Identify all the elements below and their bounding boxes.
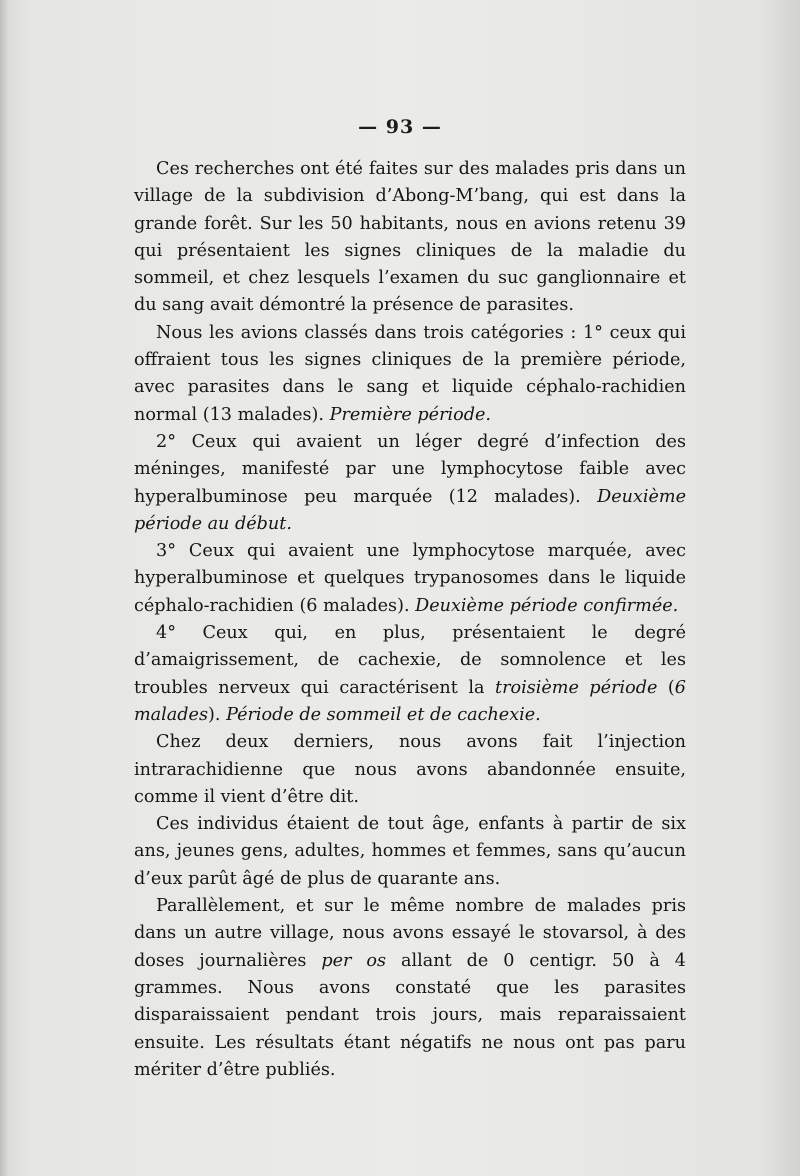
paragraph — [134, 156, 686, 320]
text-segment: Parallèlement, et sur le même nombre de malades pris dans un autre village, nous avons essayé le stovarsol, à des doses journalières — [134, 896, 686, 971]
paragraph — [134, 729, 686, 811]
italic-segment: Deuxième période confirmée. — [415, 595, 679, 616]
text-segment: 3° Ceux qui avaient une lymphocytose marquée, avec hyperalbuminose et quelques trypanosomes dans le liquide céphalo-rachidien (6 malades). — [134, 541, 686, 616]
italic-segment: Deuxième période au début. — [134, 486, 686, 534]
italic-segment: troisième période — [495, 677, 658, 698]
paragraph — [134, 538, 686, 620]
italic-segment: per os — [321, 950, 387, 971]
paragraph — [134, 893, 686, 1084]
paragraph — [134, 811, 686, 893]
text-segment: Ces recherches ont été faites sur des malades pris dans un village de la subdivision d’Abong-M’bang, qui est dans la grande forêt. Sur les 50 habitants, nous en avions retenu 39 qui présentaient les signes cliniques de la maladie du sommeil, et chez lesquels l’examen du suc ganglionnaire et du sang avait démontré la présence de parasites. — [134, 159, 686, 316]
text-segment: ( — [657, 677, 675, 698]
paragraph — [134, 320, 686, 429]
text-segment: 2° Ceux qui avaient un léger degré d’infection des méninges, manifesté par une lymphocytose faible avec hyperalbuminose peu marquée (12 malades). — [134, 431, 686, 507]
italic-segment: Période de sommeil et de cachexie. — [226, 704, 541, 725]
paragraph — [134, 620, 686, 729]
text-segment: Nous les avions classés dans trois catégories : 1° ceux qui offraient tous les signes cliniques de la première période, avec parasites dans le sang et liquide céphalo-rachidien normal (13 malades). — [134, 322, 686, 425]
text-segment: Ces individus étaient de tout âge, enfants à partir de six ans, jeunes gens, adultes, hommes et femmes, sans qu’aucun d’eux parût âgé de plus de quarante ans. — [134, 814, 686, 889]
italic-segment: 6 malades — [134, 677, 686, 725]
text-segment: ). — [208, 704, 227, 725]
page-number: — 93 — — [358, 116, 442, 138]
paragraph — [134, 429, 686, 538]
italic-segment: Première période. — [329, 404, 491, 425]
text-segment: Chez deux derniers, nous avons fait l’injection intrarachidienne que nous avons abandonnée ensuite, comme il vient d’être dit. — [134, 732, 686, 807]
page-edge-shadow — [0, 0, 8, 1176]
body-text — [134, 156, 686, 1084]
text-segment: allant de 0 centigr. 50 à 4 grammes. Nous avons constaté que les parasites disparaissaient pendant trois jours, mais reparaissaient ensuite. Les résultats étant négatifs ne nous ont pas paru mériter d’être publiés. — [134, 950, 686, 1080]
text-segment: 4° Ceux qui, en plus, présentaient le degré d’amaigrissement, de cachexie, de somnolence et les troubles nerveux qui caractérisent la — [134, 623, 686, 698]
